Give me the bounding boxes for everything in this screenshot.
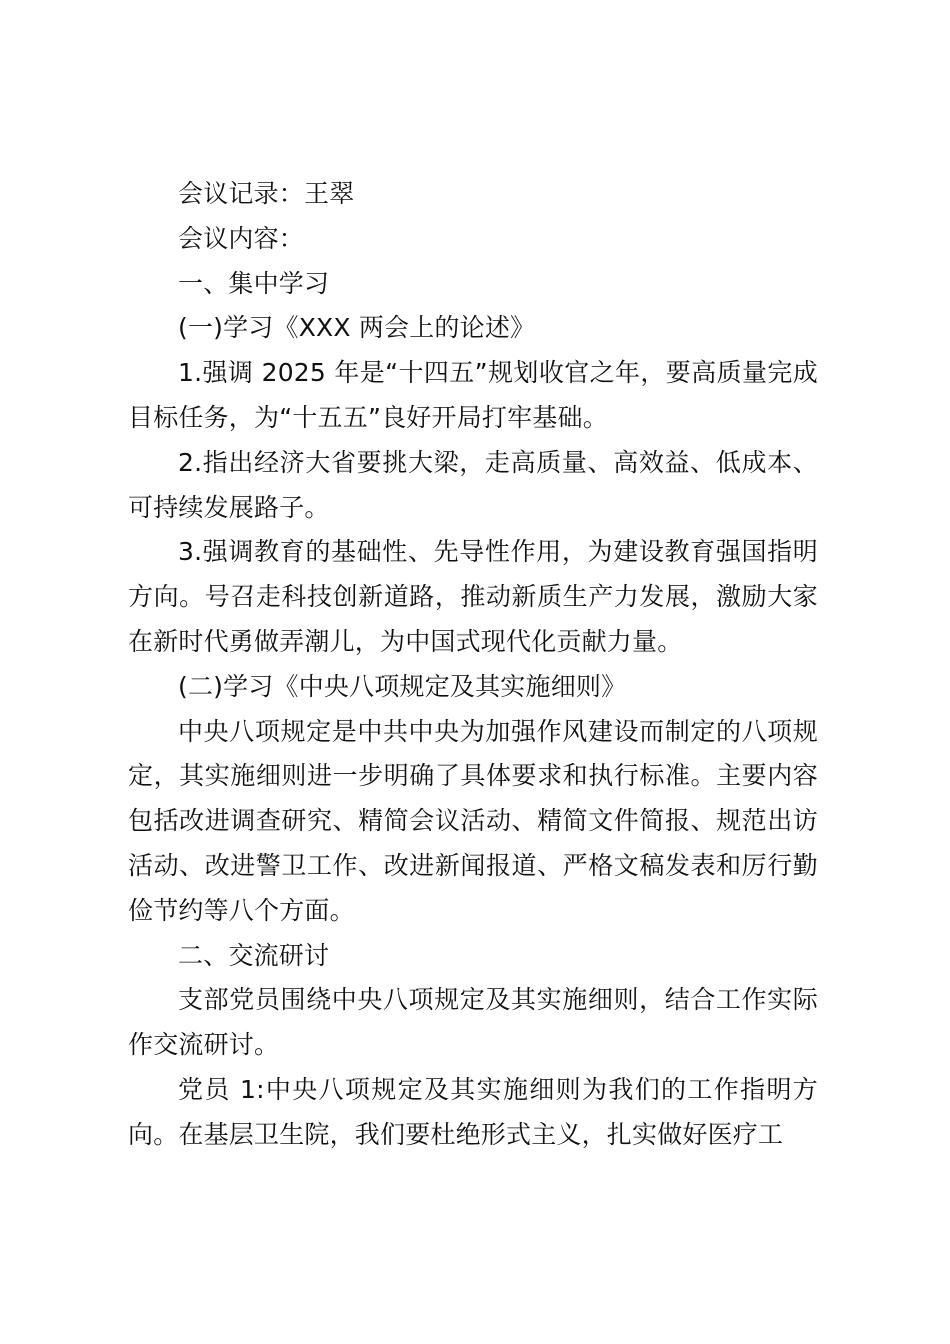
subsection-heading-2: (二)学习《中央八项规定及其实施细则》 — [178, 671, 627, 701]
subsection-heading-1: (一)学习《XXX 两会上的论述》 — [178, 313, 536, 343]
meeting-recorder-line: 会议记录：王翠 — [178, 179, 355, 208]
discussion-intro-paragraph: 支部党员围绕中央八项规定及其实施细则，结合工作实际作交流研讨。 — [128, 985, 818, 1060]
point-3-paragraph: 3.强调教育的基础性、先导性作用，为建设教育强国指明方向。号召走科技创新道路，推动新质生产力发展，激励大家在新时代勇做弄潮儿，为中国式现代化贡献力量。 — [128, 537, 818, 656]
point-2-paragraph: 2.指出经济大省要挑大梁，走高质量、高效益、低成本、可持续发展路子。 — [128, 447, 818, 522]
point-1-paragraph: 1.强调 2025 年是“十四五”规划收官之年，要高质量完成目标任务，为“十五五”良好开局打牢基础。 — [128, 358, 818, 432]
eight-rules-paragraph: 中央八项规定是中共中央为加强作风建设而制定的八项规定，其实施细则进一步明确了具体要求和执行标准。主要内容包括改进调查研究、精简会议活动、精简文件简报、规范出访活动、改进警卫工作、改进新闻报道、严格文稿发表和厉行勤俭节约等八个方面。 — [128, 716, 818, 925]
meeting-content-label: 会议内容： — [178, 223, 305, 253]
section-heading-1: 一、集中学习 — [178, 268, 330, 298]
member-1-paragraph: 党员 1:中央八项规定及其实施细则为我们的工作指明方向。在基层卫生院，我们要杜绝形式主义，扎实做好医疗工 — [128, 1074, 818, 1149]
document-body — [128, 172, 818, 1158]
section-heading-2: 二、交流研讨 — [178, 940, 330, 970]
